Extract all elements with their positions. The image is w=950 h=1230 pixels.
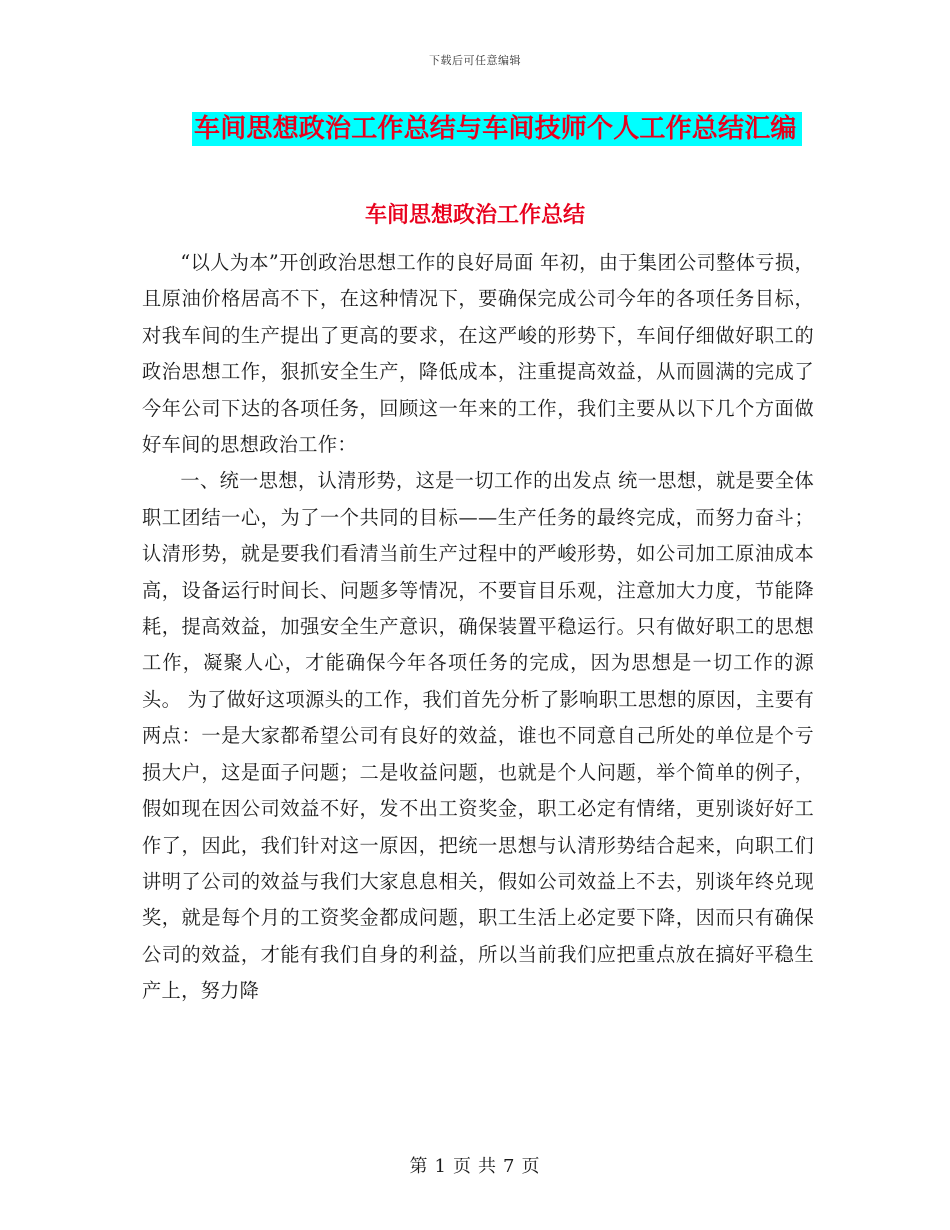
- footer-suffix: 页: [521, 1156, 541, 1177]
- footer-total-word: 共: [478, 1156, 497, 1177]
- page-number-footer: [0, 1152, 950, 1178]
- footer-current-page: 1: [434, 1156, 447, 1177]
- document-title: 车间思想政治工作总结与车间技师个人工作总结汇编: [192, 112, 802, 146]
- document-title-block: [192, 112, 802, 146]
- section-title: 车间思想政治工作总结: [364, 202, 585, 228]
- footer-prefix: 第: [409, 1156, 429, 1177]
- footer-page-word: 页: [453, 1156, 472, 1177]
- paragraph-section-one: 一、统一思想，认清形势，这是一切工作的出发点 统一思想，就是要全体职工团结一心，为了一个共同的目标——生产任务的最终完成，而努力奋斗；认清形势，就是要我们看清当前生产过程中的严峻形势，如公司加工原油成本高，设备运行时间长、问题多等情况，不要盲目乐观，注意加大力度，节能降耗，提高效益，加强安全生产意识，确保装置平稳运行。只有做好职工的思想工作，凝聚人心，才能确保今年各项任务的完成，因为思想是一切工作的源头。 为了做好这项源头的工作，我们首先分析了影响职工思想的原因，主要有两点：一是大家都希望公司有良好的效益，谁也不同意自己所处的单位是个亏损大户，这是面子问题；二是收益问题，也就是个人问题，举个简单的例子，假如现在因公司效益不好，发不出工资奖金，职工必定有情绪，更别谈好好工作了，因此，我们针对这一原因，把统一思想与认清形势结合起来，向职工们讲明了公司的效益与我们大家息息相关，假如公司效益上不去，别谈年终兑现奖，就是每个月的工资奖金都成问题，职工生活上必定要下降，因而只有确保公司的效益，才能有我们自身的利益，所以当前我们应把重点放在搞好平稳生产上，努力降: [142, 469, 814, 1003]
- footer-total-pages: 7: [503, 1156, 516, 1177]
- header-note: 下载后可任意编辑: [429, 54, 521, 67]
- document-body: [142, 245, 814, 1010]
- paragraph-intro: “以人为本”开创政治思想工作的良好局面 年初，由于集团公司整体亏损，且原油价格居高不下，在这种情况下，要确保完成公司今年的各项任务目标，对我车间的生产提出了更高的要求，在这严峻的形势下，车间仔细做好职工的政治思想工作，狠抓安全生产，降低成本，注重提高效益，从而圆满的完成了今年公司下达的各项任务，回顾这一年来的工作，我们主要从以下几个方面做好车间的思想政治工作：: [142, 251, 814, 457]
